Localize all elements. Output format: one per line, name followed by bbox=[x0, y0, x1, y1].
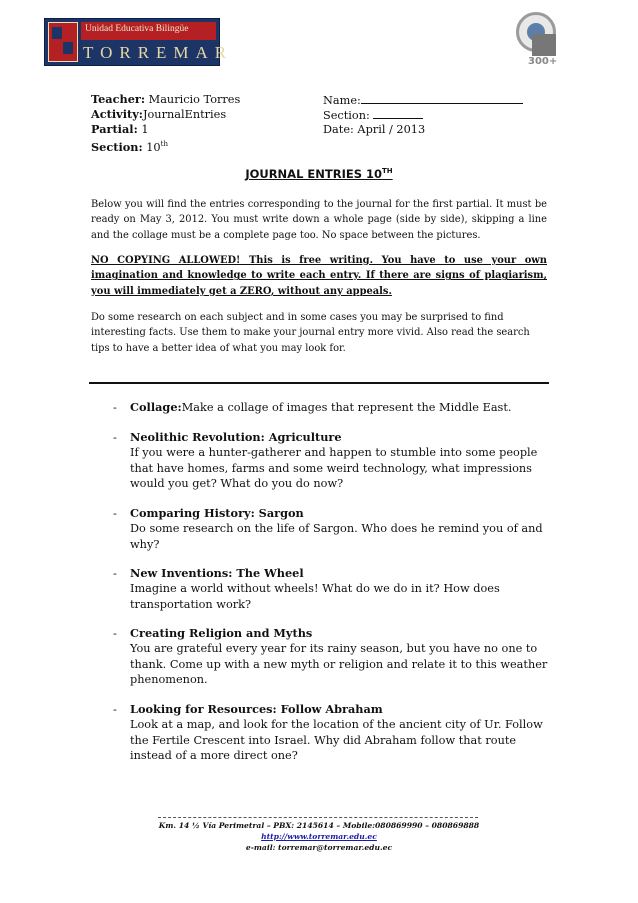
entry-text: If you were a hunter-gatherer and happen to stumble into some people that have homes, farms and some weird technology, what impressions would you get? What do you do now? bbox=[130, 446, 538, 491]
activity-label: Activity: bbox=[91, 107, 143, 121]
entry-text: Look at a map, and look for the location of the ancient city of Ur. Follow the Fertile Crescent into Israel. Why did Abraham follow that route instead of a more direct one? bbox=[130, 718, 543, 763]
partial-label: Partial: bbox=[91, 122, 138, 136]
section2-blank bbox=[373, 107, 423, 119]
section2-label: Section: bbox=[323, 109, 370, 122]
teacher-label: Teacher: bbox=[91, 92, 146, 106]
entry-title: New Inventions: The Wheel bbox=[130, 566, 304, 580]
footer-email: e-mail: torremar@torremar.edu.ec bbox=[245, 843, 393, 852]
entry-text: Do some research on the life of Sargon. Who does he remind you of and why? bbox=[130, 522, 543, 551]
footer-web-text[interactable]: http://www.torremar.edu.ec bbox=[261, 832, 377, 841]
section-value: 10 bbox=[146, 140, 161, 154]
footer-address: Km. 14 ½ Vía Perimetral – PBX: 2145614 – Mobile:080869990 – 080869888 bbox=[158, 821, 480, 830]
partial-value: 1 bbox=[141, 123, 149, 136]
seal-bar bbox=[532, 34, 556, 56]
teacher-line bbox=[91, 92, 240, 107]
entry-body bbox=[130, 566, 553, 612]
entry-body bbox=[130, 626, 553, 688]
teacher-value: Mauricio Torres bbox=[148, 93, 241, 106]
seal-text: 300+ bbox=[528, 56, 558, 67]
page-title bbox=[0, 167, 638, 181]
intro-paragraph: Below you will find the entries corresponding to the journal for the first partial. It must be ready on May 3, 2012. You must write down a whole page (side by side), skipping a line and the collage must be a complete page too. No space between the pictures. bbox=[91, 199, 547, 241]
list-dash: - bbox=[113, 567, 117, 580]
section2-line bbox=[323, 107, 423, 123]
entry-text: You are grateful every year for its rainy season, but you have no one to thank. Come up with a new myth or religion and relate it to this weather phenomenon. bbox=[130, 642, 548, 687]
section-sup: th bbox=[160, 140, 168, 148]
logo-line1: Unidad Educativa Bilingüe bbox=[85, 24, 189, 34]
list-dash: - bbox=[113, 401, 117, 414]
school-crest-icon bbox=[48, 22, 78, 62]
entry-title: Collage: bbox=[130, 400, 182, 414]
accreditation-seal bbox=[514, 12, 562, 72]
title-sup: TH bbox=[382, 167, 393, 176]
list-dash: - bbox=[113, 703, 117, 716]
footer-web-link[interactable] bbox=[0, 831, 638, 842]
footer-divider bbox=[158, 817, 478, 818]
entry-title: Neolithic Revolution: Agriculture bbox=[130, 430, 342, 444]
date-line bbox=[323, 122, 425, 137]
warning-paragraph: NO COPYING ALLOWED! This is free writing. You have to use your own imagination and knowledge to write each entry. If there are signs of plagiarism, you will immediately get a ZERO, without any appeals. bbox=[91, 255, 547, 297]
list-dash: - bbox=[113, 507, 117, 520]
date-label: Date: bbox=[323, 123, 354, 136]
school-logo bbox=[44, 18, 234, 66]
section-divider bbox=[89, 382, 549, 384]
entry-body bbox=[130, 506, 553, 552]
title-text: JOURNAL ENTRIES 10 bbox=[245, 167, 383, 181]
research-paragraph: Do some research on each subject and in some cases you may be surprised to find interesting facts. Use them to make your journal entry more vivid. Also read the search tips to have a better idea of what you may look for. bbox=[91, 312, 530, 354]
activity-line bbox=[91, 107, 226, 122]
date-value: April / 2013 bbox=[357, 123, 426, 136]
entry-title: Creating Religion and Myths bbox=[130, 626, 313, 640]
entry-title: Comparing History: Sargon bbox=[130, 506, 304, 520]
name-label: Name: bbox=[323, 94, 361, 107]
entry-title: Looking for Resources: Follow Abraham bbox=[130, 702, 383, 716]
activity-value: JournalEntries bbox=[142, 108, 227, 121]
partial-line bbox=[91, 122, 149, 137]
list-dash: - bbox=[113, 627, 117, 640]
entry-text: Make a collage of images that represent the Middle East. bbox=[181, 401, 512, 414]
entry-body bbox=[130, 430, 553, 492]
entry-text: Imagine a world without wheels! What do we do in it? How does transportation work? bbox=[130, 582, 500, 611]
name-blank bbox=[361, 92, 523, 104]
section-line bbox=[91, 137, 168, 155]
entry-body bbox=[130, 400, 553, 415]
name-line bbox=[323, 92, 523, 108]
section-label: Section: bbox=[91, 139, 143, 154]
entry-body bbox=[130, 702, 553, 764]
logo-line2: TORREMAR bbox=[83, 43, 234, 62]
list-dash: - bbox=[113, 431, 117, 444]
